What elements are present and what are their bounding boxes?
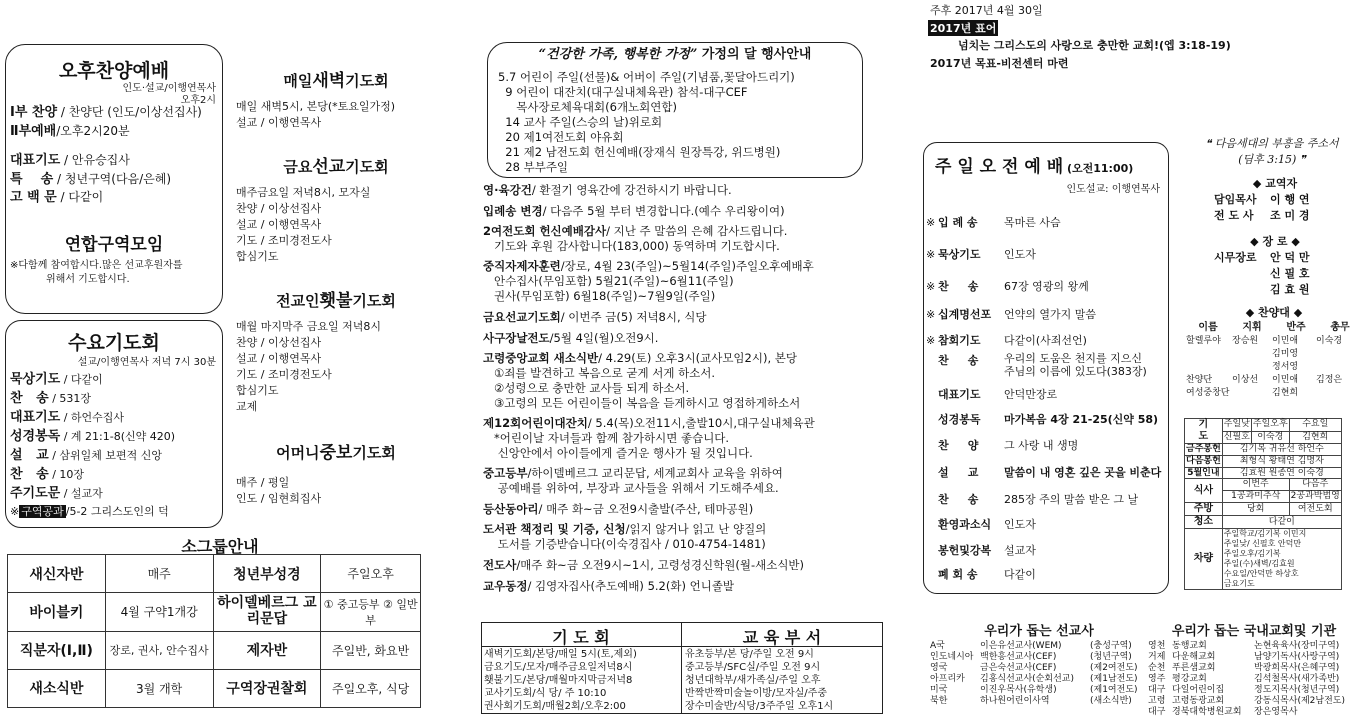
group-cell: 직분자(Ⅰ,Ⅱ) <box>8 631 106 669</box>
union-note-1: ※다함께 참여합시다.많은 선교후원자를 <box>10 260 183 271</box>
wed-line: 찬 송 / 10장 <box>10 467 85 482</box>
group-cell: 하이델베르그 교리문답 <box>213 593 321 631</box>
sunday-worship-header: 주 일 오 전 예 배 (오전11:00) <box>935 157 1134 177</box>
group-cell: 새소식반 <box>8 669 106 707</box>
motto: 넘치는 그리스도의 사랑으로 충만한 교회!(엡 3:18-19) <box>958 39 1231 52</box>
order-item: 대표기도 안덕만장로 <box>938 388 1058 401</box>
small-groups-title: 소그룹안내 <box>181 537 259 556</box>
quote-close-icon: ❞ <box>1296 152 1306 166</box>
wed-line: 주기도문 / 설교자 <box>10 486 103 501</box>
order-item: ※ 입 례 송 목마른 사슴 <box>926 216 1061 229</box>
bulletin-date: 주후 2017년 4월 30일 <box>930 4 1043 17</box>
order-item: 찬 송 285장 주의 말씀 받은 그 날 <box>938 493 1139 506</box>
afternoon-line: 고 백 문 / 다같이 <box>10 190 104 206</box>
news-item: 중고등부/하이델베르그 교리문답, 세계교회사 교육을 위하여 공예배를 위하여, 부장과 교사들을 위해서 기도해주세요. <box>483 466 783 495</box>
news-item: 영·육강건/ 환절기 영육간에 강건하시기 바랍니다. <box>483 183 732 197</box>
news-item: 입례송 변경/ 다음주 5월 부터 변경합니다.(예수 우리왕이여) <box>483 204 785 218</box>
news-item: 교우동정/ 김영자집사(추도예배) 5.2(화) 언니졸발 <box>483 579 735 593</box>
group-cell: 제자반 <box>213 631 321 669</box>
group-cell: 매주 <box>105 555 213 593</box>
group-cell: 주일반, 화요반 <box>321 631 421 669</box>
news-item: 등산동아리/ 매주 화~금 오전9시출발(주산, 테마공원) <box>483 502 754 516</box>
afternoon-leader: 인도·설교/이행연목사 <box>122 83 216 94</box>
bullet-icon: ◆ <box>1245 306 1259 319</box>
news-item: 고령중앙교회 새소식반/ 4.29(토) 오후3시(교사모임2시), 본당 ①죄를 발견하고 복음으로 굳게 서게 하소서. ②성령으로 충만한 교사들 되게 하소서. ③고령의 모든 어린이들이 복음을 듣게하시고 영접하게하소서 <box>483 351 801 410</box>
sunday-worship-leader: 인도설교: 이행연목사 <box>1066 184 1160 195</box>
afternoon-lines <box>10 104 220 208</box>
missionaries: 우리가 돕는 선교사 A국 이은유선교사(WEM) (충성구역) 인도네시아 백한흥선교사(CEF) (청년구역) 영국 금은숙선교사(CEF) (제2여전도) 아프리카 김홍식선교사(순회선교) (제1남전도) 미국 이진우목사(유학생) (제1여전도) 북한 하나원어린이사역 (새소식반) <box>930 624 1138 706</box>
afternoon-time: 오후2시 <box>180 95 216 106</box>
afternoon-service-title: 오후찬양예배 <box>58 60 170 82</box>
order-item: ※ 찬 송 67장 영광의 왕께 <box>926 280 1089 293</box>
prayer-torch: 전교인횃불기도회 매월 마지막주 금요일 저녁8시 찬양 / 이상선집사 설교 / 이행연목사 기도 / 조미경전도사 합심기도 교제 <box>236 291 396 413</box>
prayer-dawn: 매일새벽기도회 매일 새벽5시, 본당(*토요일가정) 설교 / 이행연목사 <box>236 71 396 129</box>
group-cell: 구역장권찰회 <box>213 669 321 707</box>
news-item: 2여전도회 헌신예배감사/ 지난 주 말씀의 은혜 감사드립니다. 기도와 후원 감사합니다(183,000) 동역하며 기도합시다. <box>483 224 788 253</box>
staff-section: ◆ 교역자 담임목사 이 행 연 전 도 사 조 미 경 <box>1214 177 1310 222</box>
news-item: 도서관 책정리 및 기증, 신청/읽지 않거나 읽고 난 양질의 도서를 기증받습니다(이숙경집사 / 010-4754-1481) <box>483 522 767 551</box>
bullet-icon: ◆ <box>1252 177 1266 190</box>
union-group-title: 연합구역모임 <box>64 235 164 255</box>
wed-line: 대표기도 / 하언수집사 <box>10 410 125 425</box>
order-item: 설 교 말씀이 내 영혼 깊은 곳을 비춘다 <box>938 466 1162 479</box>
domestic-churches: 우리가 돕는 국내교회및 기관 영천 동행교회 논현육육사(장미구역) 거제 다운해교회 남양기독사(사랑구역) 순천 푸른샘교회 박광희목사(은혜구역) 영주 평강교회 김석철목사(새가족반) 대구 다일어린이집 정도지목사(청년구역) 고령 고령동광교회 강동식목사(제2남전도) 대구 경북대학병원교회 장은영목사 <box>1148 624 1345 717</box>
group-cell: 새신자반 <box>8 555 106 593</box>
bullet-icon: ◆ <box>1287 235 1300 248</box>
group-cell: 바이블키 <box>8 593 106 631</box>
order-item: 찬 송 우리의 도움은 천지를 지으신 주님의 이름에 있도다(383장) <box>938 352 1147 378</box>
wednesday-service-title: 수요기도회 <box>68 332 160 354</box>
group-cell: 주일오후 <box>321 555 421 593</box>
afternoon-line: 대표기도 / 안유승집사 <box>10 152 130 168</box>
news-item: 제12회어린이대잔치/ 5.4(목)오전11시,출발10시,대구실내체육관 *어린이날 자녀들과 함께 참가하시면 좋습니다. 신앙안에서 아이들에게 즐거운 행사가 될 것입니다. <box>483 416 815 460</box>
duty-schedule-table: 기 도 주일낮 주일오후 수요일 신필호 이숙경 김현희 금주봉헌 김기복 귀유선 하언수 다음봉헌 최형식 황태연 김명자 5월인내 김효원 원종연 이숙경 식사 이번주 다음주 1공과미추삭 2공과박범영 주방 당회 여전도회 청소 다같이 차량 주일학교/김기복 이민지 주일낮/ 신필호 안덕만 주일오후/김기복 주일(수)새벽/김효원 수요일/안덕만 하상호 금요기도 <box>1186 419 1340 588</box>
prayer-meet-title: 기 도 회 <box>552 628 610 647</box>
bullet-icon: ◆ <box>1289 306 1303 319</box>
afternoon-line: 특 송 / 청년구역(다음/은혜) <box>10 171 172 187</box>
family-item: 5.7 어린이 주일(선물)& 어버이 주일(기념품,꽃달아드리기) <box>498 70 795 84</box>
family-month-items <box>498 70 795 175</box>
group-cell: 주일오후, 식당 <box>321 669 421 707</box>
order-item: 성경봉독 마가복음 4장 21-25(신약 58) <box>938 413 1159 426</box>
small-groups-table <box>7 554 421 708</box>
wed-line: 묵상기도 / 다같이 <box>10 372 103 387</box>
family-month-title: “건강한 가족, 행복한 가정” 가정의 달 행사안내 <box>538 47 812 62</box>
wednesday-lesson: ※ 구역공과 /5-2 그리스도인의 덕 <box>10 505 169 518</box>
news-item: 중직자제자훈련/장로, 4월 23(주일)~5월14(주일)주일오후예배후 안수집사(무임포함) 5월21(주일)~6월11(주일) 권사(무임포함) 6월18(주일)~7월9일(주일) <box>483 259 814 303</box>
family-item: 9 어린이 대잔치(대구실내체육관) 참석-대구CEF <box>498 85 748 99</box>
lesson-highlight: 구역공과 <box>21 505 64 518</box>
prayer-meet-lines: 새벽기도회/본당/매일 5시(토,제외) 금요기도/모자/매주금요일저녁8시 횃불기도/본당/매월마지막금저녁8 교사기도회/식 당/ 주 10:10 권사회기도회/매월2회/오후2:00 <box>484 649 637 712</box>
elders-section: ◆ 장 로 ◆ 시무장로 안 덕 만 신 필 호 김 효 원 <box>1214 235 1310 296</box>
bullet-icon: ◆ <box>1250 235 1263 248</box>
group-cell: 4월 구약1개강 <box>105 593 213 631</box>
group-cell: ① 중고등부 ② 일반부 <box>321 593 421 631</box>
prayer-mothers: 어머니중보기도회 매주 / 평일 인도 / 임현희집사 <box>236 443 396 505</box>
prayer-friday: 금요선교기도회 매주금요일 저녁8시, 모자실 찬양 / 이상선집사 설교 / 이행연목사 기도 / 조미경전도사 합심기도 <box>236 157 389 263</box>
order-item: ※ 십계명선포 언약의 열가지 말씀 <box>926 308 1097 321</box>
order-item: 폐 회 송 다같이 <box>938 568 1036 581</box>
union-note-2: 위해서 기도합시다. <box>46 274 130 285</box>
order-item: 봉헌및강복 설교자 <box>938 544 1036 557</box>
family-item: 28 부부주일 <box>498 160 569 174</box>
family-item: 목사장로체육대회(6개노회연합) <box>498 100 677 114</box>
edu-title: 교 육 부 서 <box>742 628 822 647</box>
family-item: 21 제2 남전도회 헌신예배(장재식 원장특강, 위드병원) <box>498 145 781 159</box>
family-item: 20 제1여전도회 야유회 <box>498 130 624 144</box>
news-list <box>483 182 883 594</box>
group-cell: 장로, 권사, 안수집사 <box>105 631 213 669</box>
theme: ❝ 다음세대의 부흥을 주소서 (딤후 3:15) ❞ <box>1205 137 1339 166</box>
quote-open-icon: ❝ <box>1205 137 1215 150</box>
news-item: 전도사/매주 화~금 오전9시~1시, 고령성경신학원(월-새소식반) <box>483 558 805 572</box>
wed-line: 성경봉독 / 계 21:1-8(신약 420) <box>10 429 176 444</box>
choir-section: ◆ 찬양대 ◆ 이름 지휘 반주 총무 할렐루야 장승원 이민애 이숙경 김미영 정서영 찬양단 이상선 이민애 김정은 여성중창단 김현희 <box>1186 306 1350 399</box>
family-item: 14 교사 주일(스승의 날)위로회 <box>498 115 663 129</box>
wed-line: 찬 송 / 531장 <box>10 391 92 406</box>
order-item: 환영과소식 인도자 <box>938 518 1036 531</box>
afternoon-line: Ⅰ부 찬양 / 찬양단 (인도/이상선집사) <box>10 105 202 120</box>
order-item: ※ 묵상기도 인도자 <box>926 248 1036 261</box>
news-item: 금요선교기도회/ 이번주 금(5) 저녁8시, 식당 <box>483 310 707 324</box>
news-item: 사구장날전도/5월 4일(월)오전9시. <box>483 331 659 345</box>
wednesday-leader: 설교/이행연목사 저녁 7시 30분 <box>77 357 216 368</box>
order-item: ※ 참회기도 다같이(사죄선언) <box>926 334 1087 347</box>
edu-lines: 유초등부/본 당/주일 오전 9시 중고등부/SFC실/주일 오전 9시 청년대학부/새가족실/주일 오후 반짝반짝미술놀이방/모자실/주중 장수미술반/식당/3주주일 오후1시 <box>685 649 834 712</box>
wednesday-lines <box>10 370 220 503</box>
group-cell: 청년부성경 <box>213 555 321 593</box>
group-cell: 3월 개학 <box>105 669 213 707</box>
wed-line: 설 교 / 삼위일체 보편적 신앙 <box>10 448 163 463</box>
afternoon-line: Ⅱ부예배/오후2시20분 <box>10 123 130 139</box>
motto-label: 2017년 표어 <box>930 22 997 35</box>
annual-goal: 2017년 목표-비전센터 마련 <box>930 57 1069 70</box>
order-item: 찬 양 그 사랑 내 생명 <box>938 439 1079 452</box>
